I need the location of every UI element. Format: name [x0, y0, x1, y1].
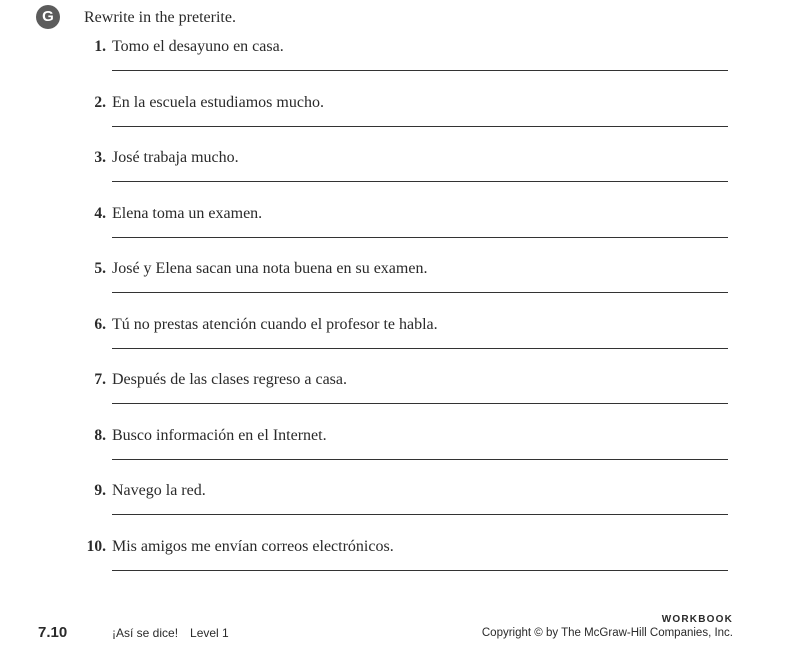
exercise-item — [0, 205, 795, 255]
item-sentence: Después de las clases regreso a casa. — [112, 371, 348, 388]
book-level: Level 1 — [190, 626, 229, 640]
item-number: 3. — [94, 149, 106, 166]
exercise-item — [0, 538, 795, 588]
answer-line[interactable] — [112, 70, 728, 71]
item-sentence: Tú no prestas atención cuando el profesor te habla. — [112, 316, 438, 333]
exercise-item — [0, 94, 795, 144]
item-sentence: Elena toma un examen. — [112, 205, 263, 222]
item-sentence: Busco información en el Internet. — [112, 427, 327, 444]
answer-line[interactable] — [112, 237, 728, 238]
section-letter-badge: G — [36, 5, 60, 29]
answer-line[interactable] — [112, 514, 728, 515]
copyright-notice: Copyright © by The McGraw-Hill Companies, Inc. — [481, 627, 733, 639]
item-sentence: En la escuela estudiamos mucho. — [112, 94, 324, 111]
item-number: 1. — [94, 38, 106, 55]
answer-line[interactable] — [112, 403, 728, 404]
exercise-item — [0, 316, 795, 366]
item-sentence: José y Elena sacan una nota buena en su examen. — [112, 260, 428, 277]
item-sentence: José trabaja mucho. — [112, 149, 239, 166]
exercise-item — [0, 149, 795, 199]
item-number: 8. — [94, 427, 106, 444]
item-sentence: Tomo el desayuno en casa. — [112, 38, 284, 55]
exercise-instruction: Rewrite in the preterite. — [84, 9, 236, 26]
answer-line[interactable] — [112, 126, 728, 127]
item-number: 6. — [94, 316, 106, 333]
answer-line[interactable] — [112, 570, 728, 571]
item-number: 9. — [94, 482, 106, 499]
exercise-item — [0, 482, 795, 532]
item-sentence: Navego la red. — [112, 482, 206, 499]
item-number: 10. — [86, 538, 106, 555]
exercise-item — [0, 260, 795, 310]
answer-line[interactable] — [112, 348, 728, 349]
item-number: 7. — [94, 371, 106, 388]
page-number: 7.10 — [38, 624, 68, 641]
item-number: 5. — [94, 260, 106, 277]
book-title: ¡Así se dice! — [112, 626, 179, 640]
exercise-item — [0, 371, 795, 421]
answer-line[interactable] — [112, 459, 728, 460]
workbook-label: WORKBOOK — [661, 614, 733, 625]
answer-line[interactable] — [112, 181, 728, 182]
item-number: 4. — [94, 205, 106, 222]
item-sentence: Mis amigos me envían correos electrónicos. — [112, 538, 394, 555]
item-number: 2. — [94, 94, 106, 111]
exercise-item — [0, 427, 795, 477]
answer-line[interactable] — [112, 292, 728, 293]
exercise-item — [0, 38, 795, 88]
book-info — [112, 626, 229, 640]
